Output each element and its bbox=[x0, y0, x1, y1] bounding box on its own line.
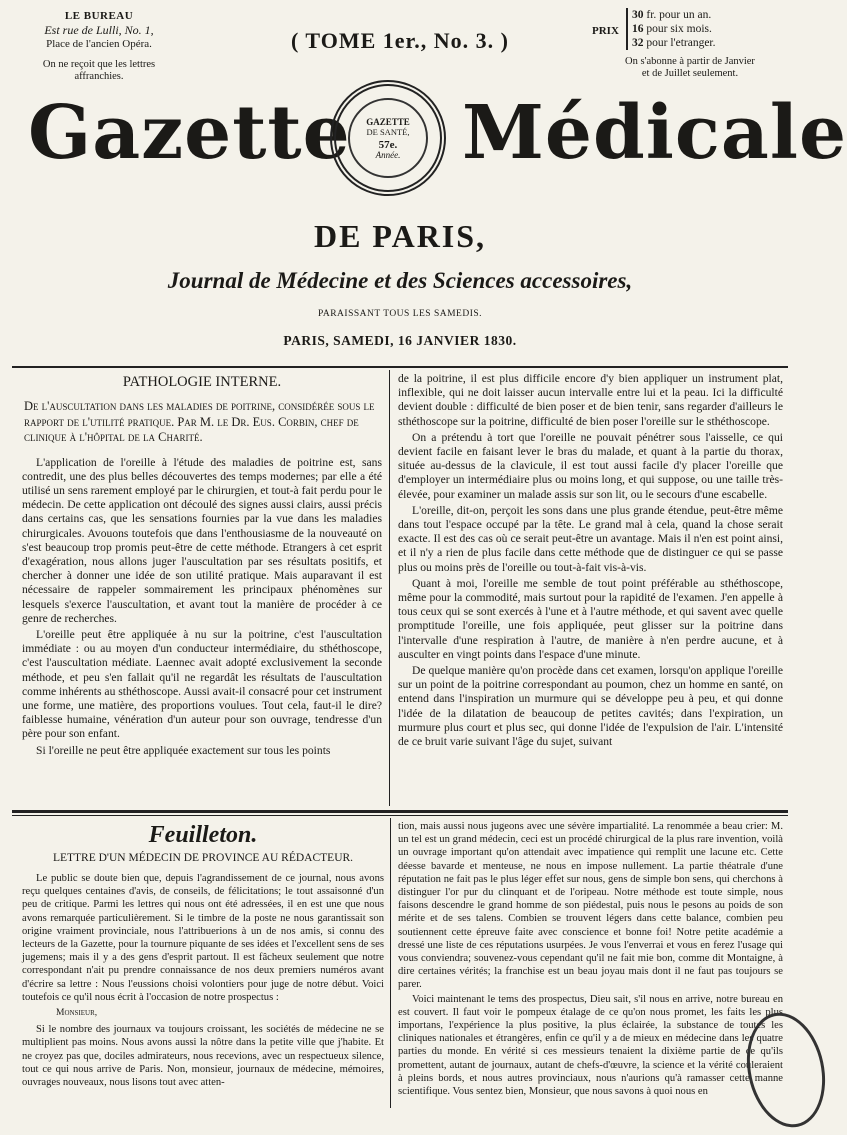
bureau-title: LE BUREAU bbox=[64, 10, 134, 22]
article-column-1 bbox=[22, 374, 382, 760]
article-column-2 bbox=[398, 372, 783, 751]
article-heading: De l'auscultation dans les maladies de poitrine, considérée sous le rapport de l'utilité pratique. Par M. le Dr. Eus. Corbin, chef de clinique à l'hôpital de la Charité. bbox=[24, 399, 375, 444]
paragraph: Voici maintenant le tems des prospectus, Dieu sait, s'il nous en arrive, notre bureau en est couvert. Il faut voir le pompeux étalage de ce qu'on nous promet, les faits les plus importans, l'expérience la plus positive, la plus éclairée, la substance de toutes les cliniques nationales et étrangères, enfin ce qu'il y a de mieux en médecine dans les quatre parties du monde. En vérité si ces messieurs tenaient la dixième partie de ce qu'ils promettent, autant de journaux, autant de chefs-d'œuvre, la science et la vérité couleraient à pleins bords, et nous autres provinciaux, nous n'aurions qu'à ramasser cette manne scientifique. Vous sentez bien, Monsieur, que nous savons à quoi nous en bbox=[398, 993, 783, 1098]
top-rule bbox=[12, 366, 788, 368]
column-divider bbox=[389, 370, 390, 806]
feuilleton-heading: LETTRE D'UN MÉDECIN DE PROVINCE AU RÉDACTEUR. bbox=[52, 852, 354, 864]
seal-emblem bbox=[330, 80, 446, 196]
paragraph: Quant à moi, l'oreille me semble de tout point préférable au sthéthoscope, même pour la commodité, mais surtout pour la rapidité de l'examen. J'en appelle à tous ceux qui se sont exercés à l'une et à l'autre méthode, et qui savent avec quelle promptitude l'oreille, une fois appliquée, peut glisser sur la poitrine dans l'intervalle d'une respiration à l'autre, de manière à n'en perdre aucune, et à ausculter en vingt points dans l'espace d'une minute. bbox=[398, 576, 783, 661]
bureau-info bbox=[14, 10, 184, 83]
periodicity: PARAISSANT TOUS LES SAMEDIS. bbox=[317, 309, 483, 319]
masthead-left: Gazette bbox=[28, 90, 351, 176]
subtitle: DE PARIS, bbox=[313, 218, 487, 254]
feuilleton-body-1 bbox=[22, 872, 384, 1089]
paragraph: de la poitrine, il est plus difficile encore d'y bien appliquer un instrument plat, inflexible, qui ne doit laisser aucun intervalle entre lui et la peau. Ici la difficulté devient double : difficulté de bien poser et de bien tenir, sans regarder d'ailleurs le sthéthoscope sur la poitrine, difficulté de bien poser l'oreille sur le sthéthoscope. bbox=[398, 372, 783, 428]
feuilleton-rule bbox=[12, 810, 788, 813]
journal-title: Journal de Médecine et des Sciences accessoires, bbox=[167, 268, 633, 293]
price-row: 32 pour l'etranger. bbox=[632, 37, 716, 49]
price-row: 16 pour six mois. bbox=[632, 23, 712, 35]
paragraph: Si le nombre des journaux va toujours croissant, les sociétés de médecine ne se multiplient pas moins. Nous avons aussi la nôtre dans la petite ville que j'habite. Et ne croyez pas que, dociles admirateurs, nous recevions, avec un respectueux silence, tout ce qui nous arrive de Paris. Non, monsieur, journaux de médecine, mémoires, ouvrages nouveaux, nous lisons tout avec atten- bbox=[22, 1024, 384, 1089]
masthead-right: Médicale bbox=[462, 90, 847, 176]
subscription-note-2: et de Juillet seulement. bbox=[641, 68, 739, 79]
section-title: PATHOLOGIE INTERNE. bbox=[122, 374, 282, 390]
paragraph: L'oreille, dit-on, perçoit les sons dans une plus grande étendue, peut-être même dans tout l'espace occupé par la tête. Le grand mal à cela, quand la chose serait exacte. Il est des cas où ce serait peut-être un avantage. Mais il n'en est point ainsi, et il n'y a rien de plus facile dans cette méthode que de distinguer ce qui se passe plus ou moins près de l'oreille ou tout-à-fait vis-à-vis. bbox=[398, 503, 783, 574]
seal-inner bbox=[348, 98, 428, 178]
paragraph: Le public se doute bien que, depuis l'agrandissement de ce journal, nous avons reçu quelques centaines d'avis, de conseils, de félicitations; le tout assaisonné d'un peu de critique. Parmi les lettres qui nous ont été adressées, il en est une que nous avons remarquée particulièrement. Si le timbre de la poste ne nous garantissait son origine vraiment provinciale, nous l'attribuerions à un de nos amis, si connu des lecteurs de la Gazette, pour la tournure piquante de ses idées et l'excellent sens de ses jugemens; mais il y a des gens d'esprit partout. Il est fâcheux seulement que notre correspondant n'ait pu prendre connaissance de nos deux premiers numéros avant d'écrire sa lettre : Nous l'eussions choisi volontiers pour juge de notre début. Voici toutefois ce qu'il nous écrit à l'occasion de notre prospectus : bbox=[22, 873, 384, 1003]
feuilleton-column-1 bbox=[22, 820, 384, 1090]
salutation: Monsieur, bbox=[56, 1008, 98, 1019]
dateline: PARIS, SAMEDI, 16 JANVIER 1830. bbox=[283, 333, 517, 348]
bureau-address: Est rue de Lulli, No. 1, bbox=[44, 23, 154, 37]
seal-text-4: Année. bbox=[375, 149, 401, 160]
paragraph: L'application de l'oreille à l'étude des maladies de poitrine est, sans contredit, une des plus belles découvertes des temps modernes; par elle a été utilisé un sens rarement employé par le chirurgien, et tout-à fait perdu pour le médecin. De cette application ont découlé des signes aussi clairs, aussi précis dans certains cas, que les sensations fournies par la vue dans les maladies chirurgicales. Avouons toutefois que dans l'enthousiasme de la nouveauté on s'est beaucoup trop promis peut-être de cette méthode. Etrangers à cet esprit d'exagération, nous allons juger l'auscultation par ses résultats positifs, et chercher à donner une idée de son utilité pratique. Mais auparavant il est nécessaire de rappeler sommairement les principaux phénomènes sur lesquels s'exerce l'auscultation, et avant tout la manière de procéder à ce genre de recherches. bbox=[22, 455, 382, 625]
feuilleton-title: Feuilleton. bbox=[148, 822, 258, 848]
feuilleton-divider bbox=[390, 818, 391, 1108]
price-box bbox=[592, 8, 792, 80]
price-row: 30 fr. pour un an. bbox=[632, 9, 712, 21]
paragraph: On a prétendu à tort que l'oreille ne pouvait pénétrer sous l'aisselle, ce qui devient facile en faisant lever le bras du malade, et quant à la partie du thorax, située au-dessus de la clavicule, il est tout aussi facile d'y placer l'oreille que d'employer un intermédiaire plus ou moins long, et qui suppose, ou une taille très-élevée, pour examiner un malade assis sur son lit, ou le secours d'une escabelle. bbox=[398, 430, 783, 501]
paragraph: Si l'oreille ne peut être appliquée exactement sur tous les points bbox=[36, 743, 331, 757]
paragraph: tion, mais aussi nous jugeons avec une sévère impartialité. La renommée a beau crier: M. un tel est un grand médecin, ceci est un procédé chirurgical de la plus rare invention, voilà un ouvrage important qu'on attendait avec impatience qui remplit une lacune etc. Cette déesse bavarde et menteuse, ne nous en impose nullement. La partie théatrale d'une réputation ne fait pas le plus léger effet sur nous, gens de simple bon sens, qui cherchons à distinguer l'or pur du clinquant et de l'oripeau. Notre méthode est toute simple, nous faisons descendre le grand homme de son piédestal, puis nous le pesons au poids de son mérite et de ses talens. Combien se trouvent légers dans cette balance, combien peu soutiennent cette épreuve faite avec conscience et bonne foi! Notre petite académie a dressé une liste de ces réputations usurpées. Je vous l'enverrai et vous en ferez l'usage qui vous conviendra; souvenez-vous cependant qu'il ne fait mie bon, comme dit Montaigne, à dire certaines vérités; la franchise est un beau joyau mais dont il ne faut pas toujours se parer. bbox=[398, 821, 783, 991]
feuilleton-column-2 bbox=[398, 820, 783, 1099]
seal-text-1: GAZETTE bbox=[366, 116, 410, 127]
paragraph: De quelque manière qu'on procède dans cet examen, lorsqu'on applique l'oreille sur un point de la poitrine correspondant au poumon, chez un homme en santé, on entend dans l'inspiration un murmure qui se développe peu à peu, et qui donne l'idée de la dilatation de beaucoup de petites cavités; dans l'expiration, un murmure plus court et plus sec, qui donne l'idée de l'expulsion de l'air. L'intensité de ce bruit varie suivant l'âge du sujet, suivant bbox=[398, 664, 783, 749]
bureau-note-1: On ne reçoit que les lettres bbox=[42, 59, 156, 70]
price-label: PRIX bbox=[592, 25, 619, 37]
article-body-1 bbox=[22, 456, 382, 758]
bureau-place: Place de l'ancien Opéra. bbox=[46, 38, 152, 50]
seal-text-3: 57e. bbox=[378, 138, 398, 151]
volume-number: ( TOME 1er., No. 3. ) bbox=[291, 28, 509, 53]
bureau-note-2: affranchies. bbox=[74, 71, 124, 82]
subscription-note-1: On s'abonne à partir de Janvier bbox=[625, 56, 755, 67]
feuilleton-rule-thin bbox=[12, 815, 788, 816]
seal-text-2: DE SANTÉ, bbox=[366, 126, 410, 137]
paragraph: L'oreille peut être appliquée à nu sur la poitrine, c'est l'auscultation immédiate : ou au moyen d'un conducteur intermédiaire, du sthéthoscope, c'est l'auscultation médiate. Laennec avait adopté exclusivement la seconde méthode, et peu s'en fallait qu'il ne regardât les résultats de l'auscultation comme inhérents au sthéthoscope. Aussi avait-il consacré pour cet instrument une forme, une matière, des proportions voulues. Tout cela, faut-il le dire? faiblesse humaine, vénération d'un auteur pour son ouvrage, tendresse d'un père pour son enfant. bbox=[22, 627, 382, 741]
